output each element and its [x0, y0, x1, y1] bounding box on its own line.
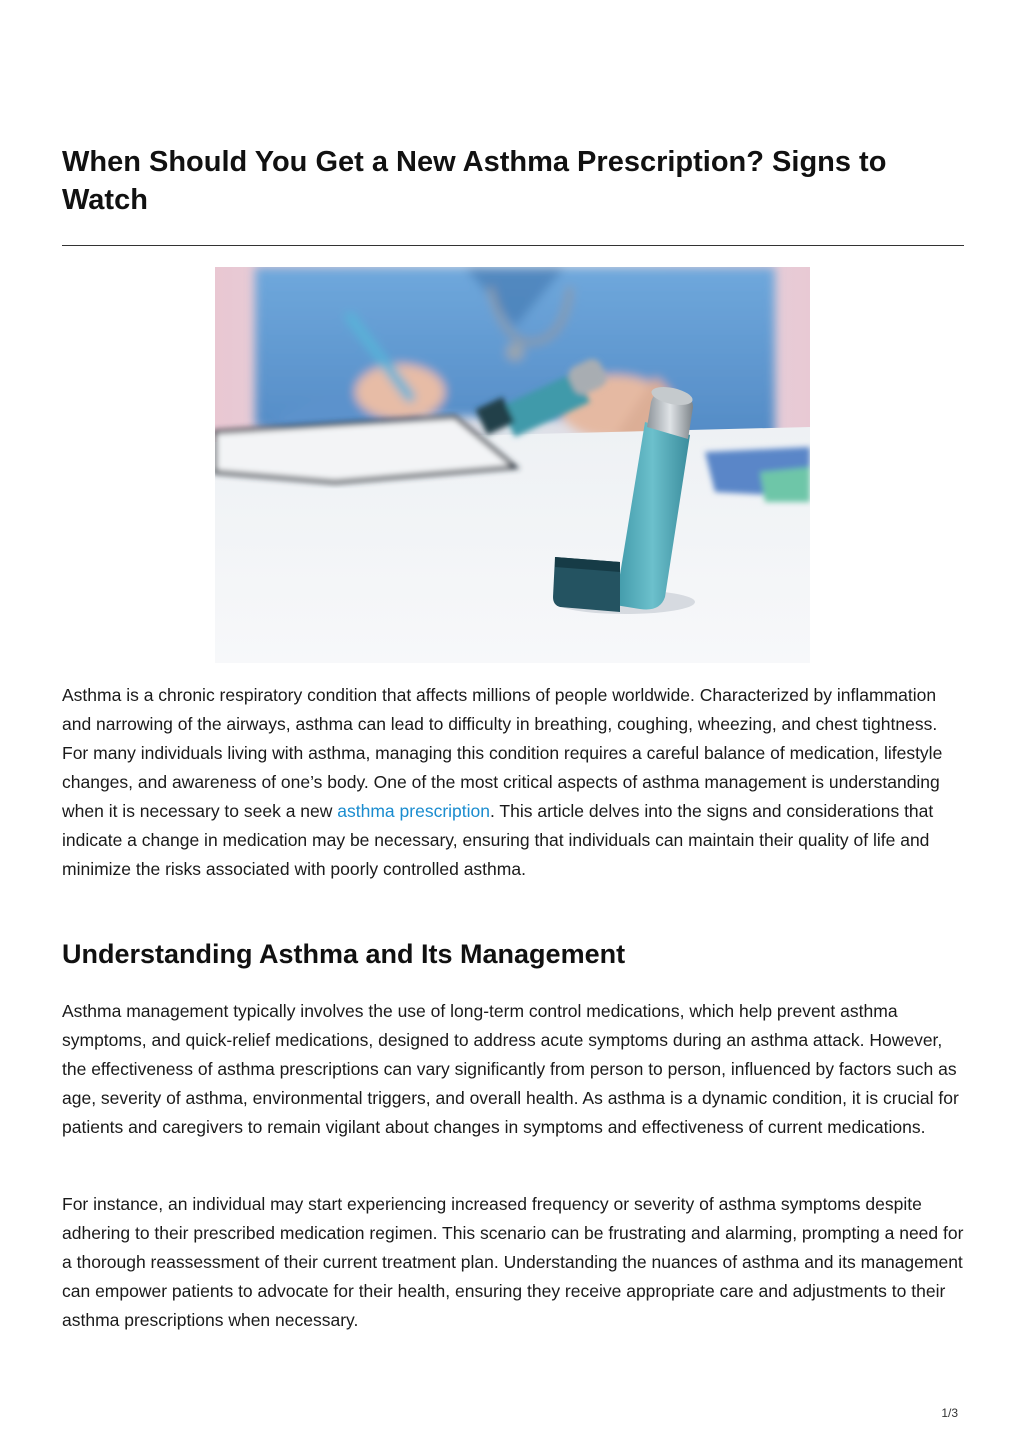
intro-text-before-link: Asthma is a chronic respiratory condition that affects millions of people worldwide. Characterized by inflammation and narrowing of the airways, asthma can lead to difficulty in breathing, coughing, wheezing, and chest tightness. For many individuals living with asthma, managing this condition requires a careful balance of medication, lifestyle changes, and awareness of one’s body. One of the most critical aspects of asthma management is understanding when it is necessary to seek a new	[62, 685, 943, 821]
body-paragraph-3: For instance, an individual may start experiencing increased frequency or severity of asthma symptoms despite adhering to their prescribed medication regimen. This scenario can be frustrating and alarming, prompting a need for a thorough reassessment of their current treatment plan. Understanding the nuances of asthma and its management can empower patients to advocate for their health, ensuring they receive appropriate care and adjustments to their asthma prescriptions when necessary.	[62, 1194, 964, 1330]
doctor-with-inhaler-photo	[215, 267, 810, 663]
page-number: 1/3	[941, 1406, 958, 1420]
intro-paragraph	[62, 681, 964, 884]
asthma-prescription-link[interactable]: asthma prescription	[337, 801, 490, 821]
body-paragraph-2: Asthma management typically involves the use of long-term control medications, which help prevent asthma symptoms, and quick-relief medications, designed to address acute symptoms during an asthma attack. However, the effectiveness of asthma prescriptions can vary significantly from person to person, influenced by factors such as age, severity of asthma, environmental triggers, and overall health. As asthma is a dynamic condition, it is crucial for patients and caregivers to remain vigilant about changes in symptoms and effectiveness of current medications.	[62, 1001, 959, 1137]
intro-text-after-link: . This article delves into the signs and considerations that indicate a change in medication may be necessary, ensuring that individuals can maintain their quality of life and minimize the risks associated with poorly controlled asthma.	[62, 801, 934, 879]
title-divider	[62, 245, 964, 246]
article-title: When Should You Get a New Asthma Prescription? Signs to Watch	[62, 146, 887, 216]
section-heading: Understanding Asthma and Its Management	[62, 939, 626, 969]
